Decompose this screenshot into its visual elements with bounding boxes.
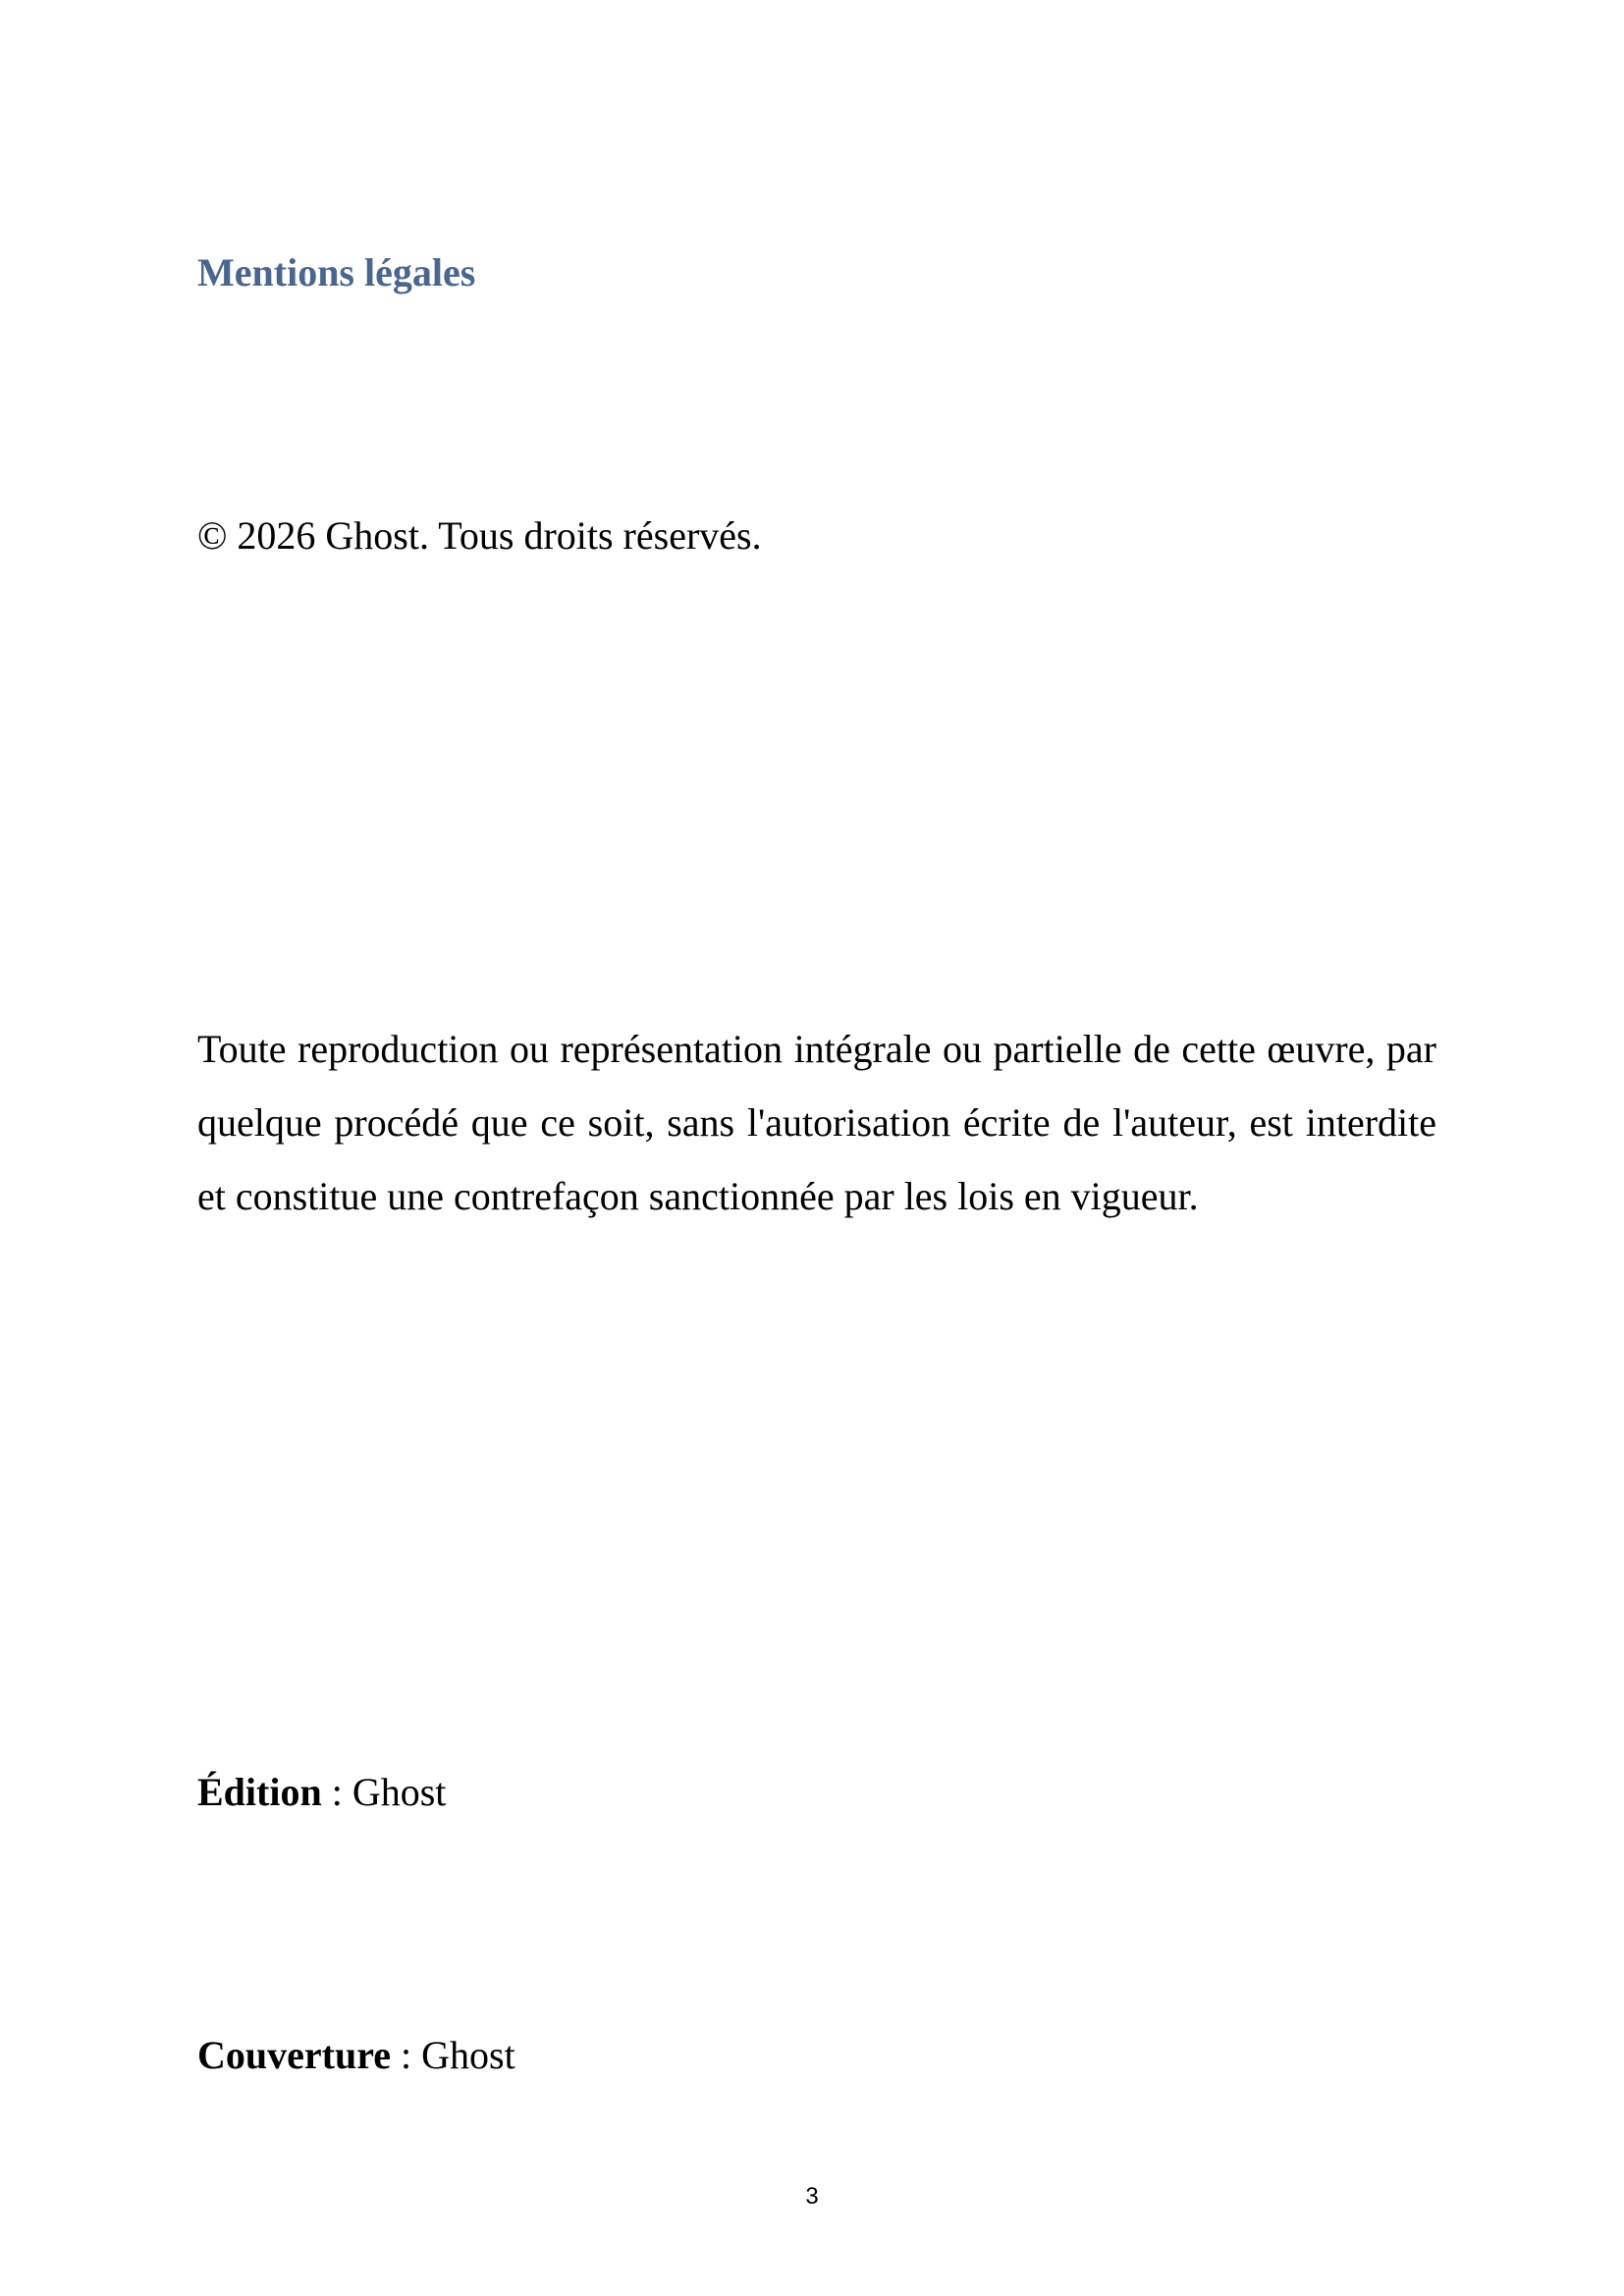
cover-label: Couverture — [197, 2033, 391, 2077]
edition-credit — [197, 1763, 446, 1822]
page-title: Mentions légales — [197, 250, 476, 294]
cover-separator: : — [391, 2033, 422, 2077]
reproduction-notice: Toute reproduction ou représentation intégrale ou partielle de cette œuvre, par quelque procédé que ce soit, sans l'autorisation écrite de l'auteur, est interdite et constitue une contrefaçon sanctionnée par les lois en vigueur. — [197, 1027, 1436, 1218]
copyright-notice: © 2026 Ghost. Tous droits réservés. — [197, 513, 762, 558]
edition-separator: : — [321, 1770, 352, 1814]
cover-credit — [197, 2026, 515, 2085]
edition-label: Édition — [197, 1770, 322, 1814]
cover-value: Ghost — [421, 2033, 515, 2077]
edition-value: Ghost — [352, 1770, 447, 1814]
page-number: 3 — [805, 2183, 819, 2210]
